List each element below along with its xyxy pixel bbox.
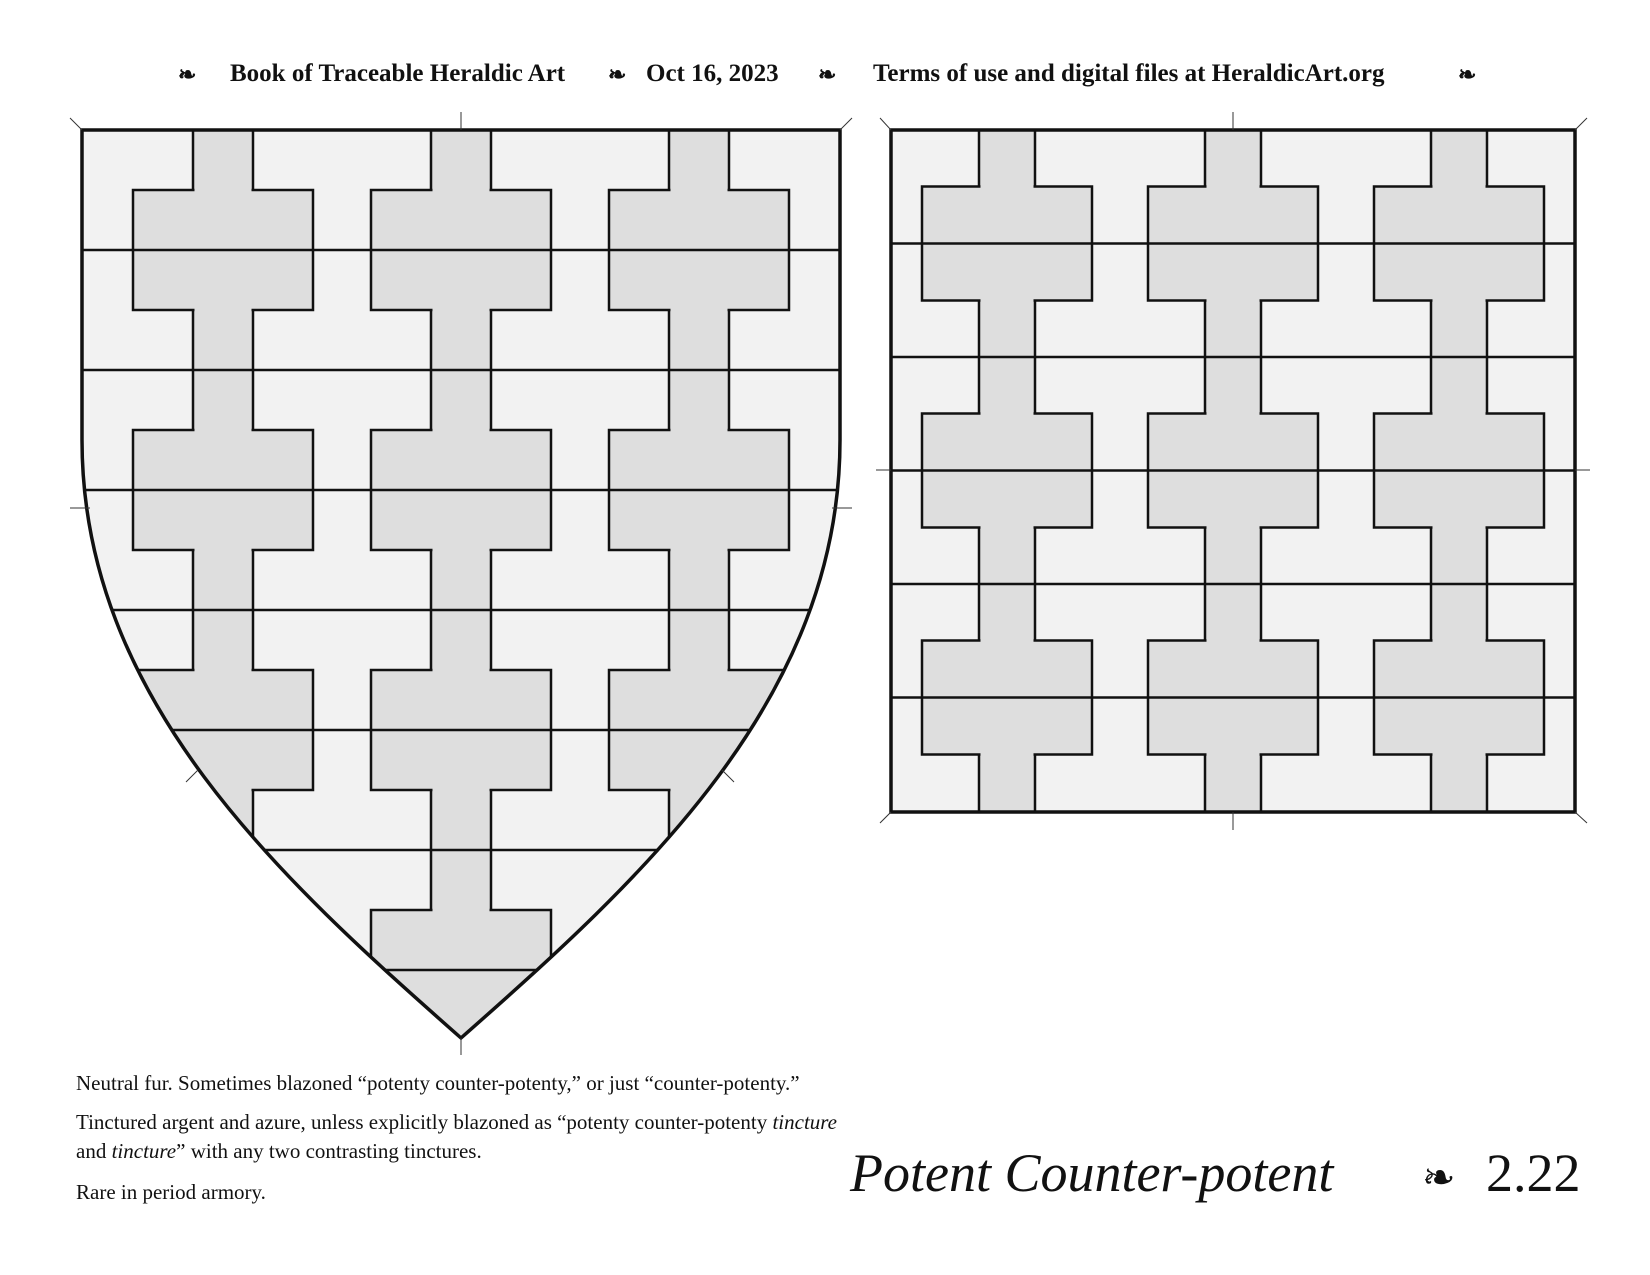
description-rarity: Rare in period armory. <box>76 1180 266 1204</box>
plate-number: 2.22 <box>1486 1143 1581 1203</box>
square-diagram <box>876 112 1590 830</box>
azure-joint <box>671 904 728 1036</box>
square-pattern <box>891 130 1575 812</box>
fleuron-icon: ❧ <box>608 62 627 87</box>
book-title: Book of Traceable Heraldic Art <box>230 60 566 87</box>
text: ” with any two contrasting tinctures. <box>176 1139 482 1163</box>
azure-joint <box>195 904 252 1036</box>
terms-link[interactable]: Terms of use and digital files at HeraldicArt.org <box>873 60 1385 87</box>
description-line-1: Neutral fur. Sometimes blazoned “potenty counter-potenty,” or just “counter-potenty.” <box>76 1071 800 1095</box>
text-italic: tincture <box>772 1110 838 1134</box>
text: Tinctured argent and azure, unless explicitly blazoned as “potenty counter-potenty <box>76 1110 773 1134</box>
text-italic: tincture <box>111 1139 177 1163</box>
plate-name: Potent Counter-potent <box>850 1143 1334 1203</box>
text: and <box>76 1139 112 1163</box>
fleuron-icon: ❧ <box>1422 1155 1456 1200</box>
azure-potent <box>609 910 789 1030</box>
azure-potent <box>133 910 313 1030</box>
header-date: Oct 16, 2023 <box>646 60 779 87</box>
fleuron-icon: ❧ <box>178 62 197 87</box>
shield-pattern <box>82 130 840 1038</box>
fleuron-icon: ❧ <box>1458 62 1477 87</box>
shield-diagram <box>70 112 852 1055</box>
fleuron-icon: ❧ <box>818 62 837 87</box>
plate-title <box>850 1142 1590 1222</box>
